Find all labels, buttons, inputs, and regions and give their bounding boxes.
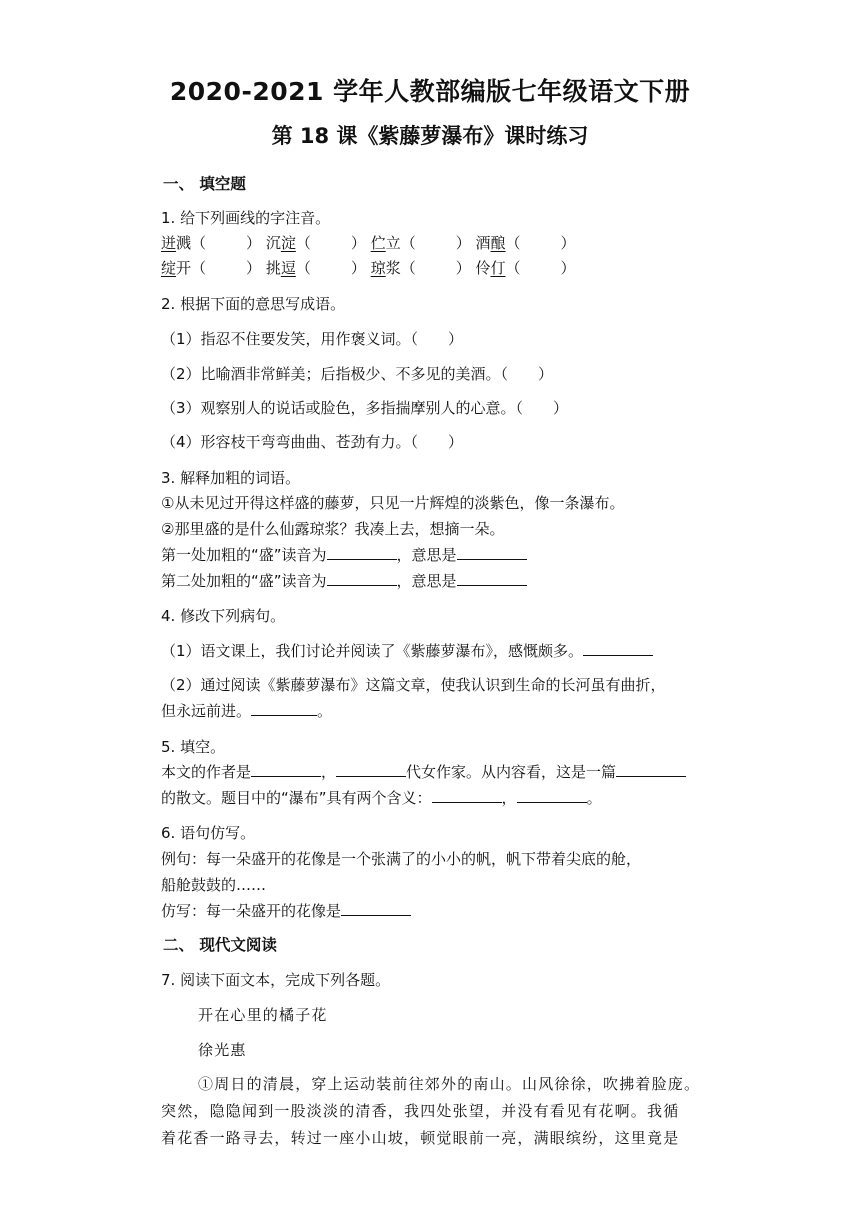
q6-example-line-2: 船舱鼓鼓的……	[161, 876, 267, 894]
q1-word-2: 沉淀（ ）	[265, 234, 366, 252]
q1-row-1	[161, 233, 576, 253]
q4-item-1: （1）语文课上，我们讨论并阅读了《紫藤萝瀑布》，感慨颇多。	[161, 641, 653, 661]
blank-line[interactable]	[457, 545, 527, 560]
q5-line-1: 本文的作者是 ， 代女作家。从内容看，这是一篇	[161, 762, 686, 782]
article-paragraph-1-line-1: ①周日的清晨，穿上运动装前往郊外的南山。山风徐徐，吹拂着脸庞。	[198, 1075, 701, 1093]
q1-word-6: 挑逗（ ）	[265, 259, 366, 277]
blank-line[interactable]	[341, 901, 411, 916]
q5-line-2: 的散文。题目中的“瀑布”具有两个含义： ， 。	[161, 789, 602, 807]
q6-stem: 6. 语句仿写。	[161, 824, 256, 842]
blank-line[interactable]	[583, 641, 653, 656]
article-title: 开在心里的橘子花	[198, 1006, 328, 1024]
q5-stem: 5. 填空。	[161, 738, 226, 756]
q1-word-3: 伫立（ ）	[370, 234, 471, 252]
q3-sentence-1: ①从未见过开得这样盛的藤萝，只见一片辉煌的淡紫色，像一条瀑布。	[161, 494, 625, 512]
page-subtitle: 第 18 课《紫藤萝瀑布》课时练习	[271, 124, 589, 148]
section-heading-fill-blank: 一、 填空题	[163, 175, 246, 193]
q3-stem: 3. 解释加粗的词语。	[161, 469, 301, 487]
page-title: 2020-2021 学年人教部编版七年级语文下册	[169, 77, 691, 106]
q1-word-8: 伶仃（ ）	[475, 259, 576, 277]
blank-line[interactable]	[336, 762, 406, 777]
article-author: 徐光惠	[198, 1041, 247, 1059]
q3-sentence-2: ②那里盛的是什么仙露琼浆？我凑上去，想摘一朵。	[161, 520, 505, 538]
article-paragraph-1-line-3: 着花香一路寻去，转过一座小山坡，顿觉眼前一亮，满眼缤纷，这里竟是	[161, 1129, 680, 1147]
article-paragraph-1-line-2: 突然，隐隐闻到一股淡淡的清香，我四处张望，并没有看见有花啊。我循	[161, 1102, 680, 1120]
q7-stem: 7. 阅读下面文本，完成下列各题。	[161, 971, 391, 989]
q1-word-7: 琼浆（ ）	[370, 259, 471, 277]
q4-item-2-line-1: （2）通过阅读《紫藤萝瀑布》这篇文章，使我认识到生命的长河虽有曲折，	[161, 676, 666, 694]
blank-line[interactable]	[457, 571, 527, 586]
q3-answer-1: 第一处加粗的“盛”读音为 ，意思是	[161, 545, 527, 565]
q1-stem: 1. 给下列画线的字注音。	[161, 209, 331, 227]
q4-stem: 4. 修改下列病句。	[161, 607, 286, 625]
q3-answer-2: 第二处加粗的“盛”读音为 ，意思是	[161, 571, 527, 591]
q6-imitation: 仿写：每一朵盛开的花像是	[161, 901, 411, 921]
blank-line[interactable]	[327, 545, 397, 560]
q2-item-2: （2）比喻酒非常鲜美；后指极少、不多见的美酒。（ ）	[161, 365, 554, 383]
blank-line[interactable]	[251, 701, 317, 716]
q1-row-2	[161, 258, 576, 278]
q2-item-1: （1）指忍不住要发笑，用作褒义词。（ ）	[161, 330, 464, 348]
q1-word-5: 绽开（ ）	[161, 259, 262, 277]
section-heading-reading: 二、 现代文阅读	[163, 936, 277, 954]
blank-line[interactable]	[251, 762, 321, 777]
blank-line[interactable]	[432, 788, 502, 803]
q2-stem: 2. 根据下面的意思写成语。	[161, 295, 346, 313]
q1-word-1: 迸溅（ ）	[161, 234, 262, 252]
q2-item-3: （3）观察别人的说话或脸色，多指揣摩别人的心意。（ ）	[161, 399, 569, 417]
q2-item-4: （4）形容枝干弯弯曲曲、苍劲有力。（ ）	[161, 433, 464, 451]
blank-line[interactable]	[616, 762, 686, 777]
blank-line[interactable]	[327, 571, 397, 586]
q1-word-4: 酒酿（ ）	[475, 234, 576, 252]
q6-example-line-1: 例句：每一朵盛开的花像是一个张满了的小小的帆，帆下带着尖底的舱，	[161, 850, 642, 868]
q4-item-2-line-2: 但永远前进。 。	[161, 702, 333, 720]
blank-line[interactable]	[517, 788, 587, 803]
